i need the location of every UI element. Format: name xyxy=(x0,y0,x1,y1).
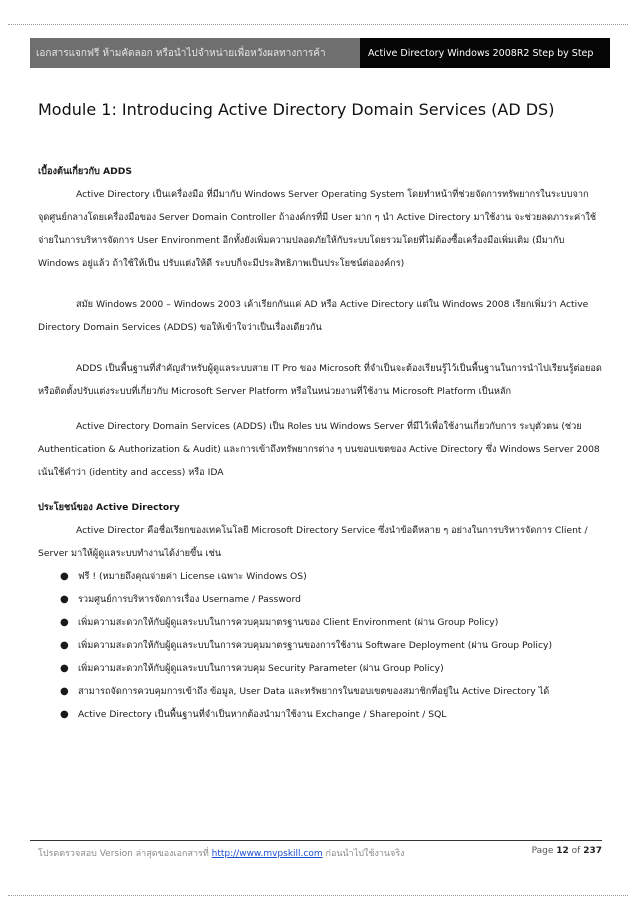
list-item-text: เพิ่มความสะดวกให้กับผู้ดูแลระบบในการควบคุม Security Parameter (ผ่าน Group Policy) xyxy=(78,663,444,674)
section-heading-benefits: ประโยชน์ของ Active Directory xyxy=(38,502,180,513)
header-document-title: Active Directory Windows 2008R2 Step by Step xyxy=(360,38,610,68)
list-item xyxy=(38,634,602,657)
list-item-text: รวมศูนย์การบริหารจัดการเรื่อง Username / Password xyxy=(78,594,301,605)
footer-link[interactable]: http://www.mvpskill.com xyxy=(211,849,323,859)
page-footer xyxy=(38,846,602,860)
page-header xyxy=(30,38,610,68)
bullet-icon: ● xyxy=(60,594,69,605)
list-item-text: Active Directory เป็นพื้นฐานที่จำเป็นหากต้องนำมาใช้งาน Exchange / Sharepoint / SQL xyxy=(78,709,447,720)
list-item-text: ฟรี ! (หมายถึงคุณจ่ายค่า License เฉพาะ Windows OS) xyxy=(78,571,307,582)
list-item-text: สามารถจัดการควบคุมการเข้าถึง ข้อมูล, User Data และทรัพยากรในขอบเขตของสมาชิกที่อยู่ใน Active Directory ได้ xyxy=(78,686,550,697)
page-current: 12 xyxy=(556,846,569,856)
list-item-text: เพิ่มความสะดวกให้กับผู้ดูแลระบบในการควบคุมมาตรฐานของการใช้งาน Software Deployment (ผ่าน Group Policy) xyxy=(78,640,553,651)
list-item xyxy=(38,565,602,588)
bullet-icon: ● xyxy=(60,663,69,674)
footer-prefix: โปรดตรวจสอบ Version ล่าสุดของเอกสารที่ xyxy=(38,849,209,859)
paragraph: Active Directory เป็นเครื่องมือ ที่มีมากับ Windows Server Operating System โดยทำหน้าที่ช่วยจัดการทรัพยากรในระบบจากจุดศูนย์กลางโดยเครื่องมือของ Server Domain Controller ถ้าองค์กรที่มี User มาก ๆ นำ Active Directory มาใช้งาน จะช่วยลดภาระค่าใช้จ่ายในการบริหารจัดการ User Environment อีกทั้งยังเพิ่มความปลอดภัยให้กับระบบโดยรวมโดยที่ไม่ต้องซื้อเครื่องมือเพิ่มเติม (มีมากับ Windows อยู่แล้ว ถ้าใช้ให้เป็น ปรับแต่งให้ดี ระบบก็จะมีประสิทธิภาพเป็นประโยชน์ต่อองค์กร) xyxy=(38,189,597,269)
footer-note xyxy=(38,846,405,860)
page-number: Page 12 of 237 xyxy=(531,846,602,856)
paragraph: ADDS เป็นพื้นฐานที่สำคัญสำหรับผู้ดูแลระบบสาย IT Pro ของ Microsoft ที่จำเป็นจะต้องเรียนรู้ไว้เป็นพื้นฐานในการนำไปเรียนรู้ต่อยอด หรือติดตั้งปรับแต่งระบบที่เกี่ยวกับ Microsoft Server Platform หรือในหน่วยงานที่ใช้งาน Microsoft Platform เป็นหลัก xyxy=(38,363,602,397)
page-total: 237 xyxy=(583,846,602,856)
list-item-text: เพิ่มความสะดวกให้กับผู้ดูแลระบบในการควบคุมมาตรฐานของ Client Environment (ผ่าน Group Policy) xyxy=(78,617,499,628)
bullet-icon: ● xyxy=(60,617,69,628)
footer-suffix: ก่อนนำไปใช้งานจริง xyxy=(325,849,405,859)
benefits-list xyxy=(38,565,602,726)
section-heading-adds: เบื้องต้นเกี่ยวกับ ADDS xyxy=(38,166,133,177)
module-title: Module 1: Introducing Active Directory Domain Services (AD DS) xyxy=(38,100,555,119)
list-item xyxy=(38,588,602,611)
page-content xyxy=(38,160,602,726)
list-item xyxy=(38,611,602,634)
list-item xyxy=(38,680,602,703)
bullet-icon: ● xyxy=(60,571,69,582)
bullet-icon: ● xyxy=(60,686,69,697)
paragraph: สมัย Windows 2000 – Windows 2003 เค้าเรียกกันแค่ AD หรือ Active Directory แต่ใน Windows 2008 เรียกเพิ่มว่า Active Directory Domain Services (ADDS) ขอให้เข้าใจว่าเป็นเรื่องเดียวกัน xyxy=(38,299,589,333)
list-item xyxy=(38,703,602,726)
header-left-notice: เอกสารแจกฟรี ห้ามคัดลอก หรือนำไปจำหน่ายเพื่อหวังผลทางการค้า xyxy=(30,38,360,68)
paragraph: Active Directory Domain Services (ADDS) เป็น Roles บน Windows Server ที่มีไว้เพื่อใช้งานเกี่ยวกับการ ระบุตัวตน (ช่วย Authentication & Authorization & Audit) และการเข้าถึงทรัพยากรต่าง ๆ บนขอบเขตของ Active Directory ซึ่ง Windows Server 2008 เน้นใช้คำว่า (identity and access) หรือ IDA xyxy=(38,421,600,478)
list-item xyxy=(38,657,602,680)
bullet-icon: ● xyxy=(60,640,69,651)
paragraph: Active Director คือชื่อเรียกของเทคโนโลยี Microsoft Directory Service ซึ่งนำข้อดีหลาย ๆ อย่างในการบริหารจัดการ Client / Server มาให้ผู้ดูแลระบบทำงานได้ง่ายขึ้น เช่น xyxy=(38,525,588,559)
footer-rule xyxy=(30,840,602,841)
bullet-icon: ● xyxy=(60,709,69,720)
